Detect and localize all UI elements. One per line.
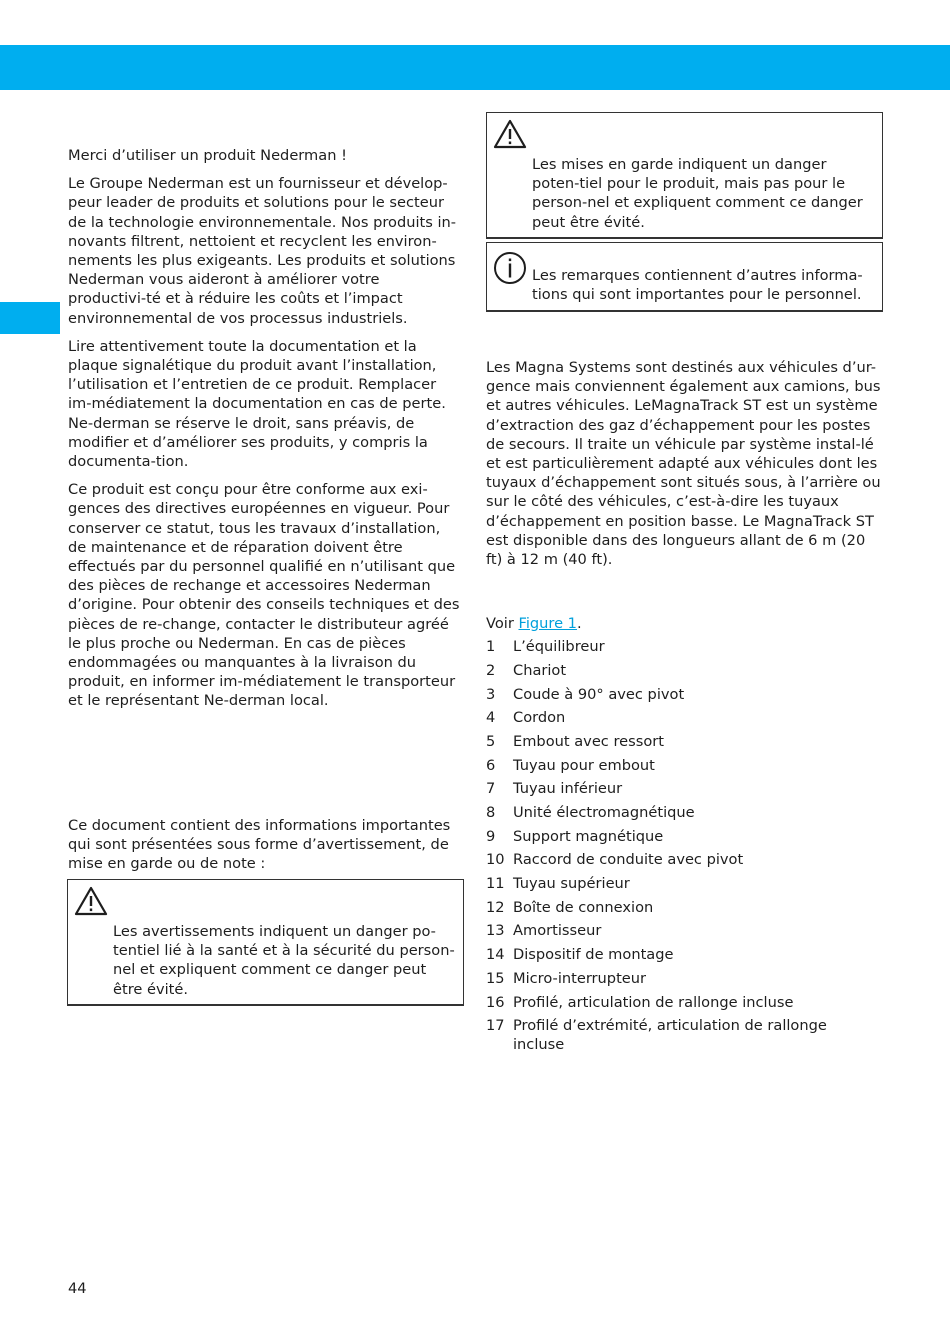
part-item bbox=[486, 661, 882, 685]
part-label: Dispositif de montage bbox=[513, 946, 674, 964]
part-number: 6 bbox=[486, 756, 496, 774]
safety-intro-text: Ce document contient des informations importantes qui sont présentées sous forme d’avertissement, de mise en garde ou de note : bbox=[68, 817, 451, 873]
part-number: 15 bbox=[486, 969, 505, 987]
part-item bbox=[486, 874, 882, 898]
warning-triangle-icon bbox=[74, 886, 108, 916]
part-label: Micro-interrupteur bbox=[513, 969, 647, 987]
part-item bbox=[486, 803, 882, 827]
part-number: 3 bbox=[486, 685, 496, 703]
part-item bbox=[486, 779, 882, 803]
part-item bbox=[486, 969, 882, 993]
part-label: Raccord de conduite avec pivot bbox=[513, 851, 744, 869]
part-item bbox=[486, 850, 882, 874]
chapter-tab bbox=[0, 302, 60, 334]
part-label: Tuyau inférieur bbox=[513, 780, 623, 798]
header-bar bbox=[0, 45, 950, 90]
parts-list bbox=[486, 637, 882, 1054]
part-number: 1 bbox=[486, 638, 496, 656]
description-text: Les Magna Systems sont destinés aux véhicules d’ur-gence mais conviennent également aux camions, bus et autres véhicules. LeMagnaTrack ST est un système d’extraction des gaz d’échappement pour les postes de secours. Il traite un véhicule par système instal-lé et est particulièrement adapté aux véhicules dont les tuyaux d’échappement sont situés sous, à l’arrière ou sur le côté des véhicules, c’est-à-dire les tuyaux d’échappement en position basse. Le MagnaTrack ST est disponible dans des longueurs allant de 6 m (20 ft) à 12 m (40 ft). bbox=[486, 359, 881, 569]
intro-documentation: Lire attentivement toute la documentation et la plaque signalétique du produit avant l’installation, l’utilisation et l’entretien de ce produit. Remplacer im-médiatement la documentation en cas de perte. Ne-derman se réserve le droit, sans préavis, de modifier et d’améliorer ses produits, y compris la documenta-tion. bbox=[68, 337, 446, 471]
part-label: Tuyau supérieur bbox=[513, 875, 630, 893]
part-label: Profilé d’extrémité, articulation de rallonge incluse bbox=[513, 1017, 827, 1054]
part-item bbox=[486, 1016, 882, 1054]
caution-triangle-icon bbox=[493, 119, 527, 149]
note-box bbox=[486, 242, 883, 312]
part-label: Support magnétique bbox=[513, 827, 664, 845]
part-label: Embout avec ressort bbox=[513, 732, 664, 750]
part-item bbox=[486, 637, 882, 661]
info-circle-icon bbox=[493, 251, 527, 285]
caution-box bbox=[486, 112, 883, 239]
intro-company: Le Groupe Nederman est un fournisseur et dévelop-peur leader de produits et solutions pour le secteur de la technologie environnementale. Nos produits in-novants filtrent, nettoient et recyclent les environ-nements les plus exigeants. Les produits et solutions Nederman vous aideront à améliorer votre productivi-té et à réduire les coûts et l’impact environnemental de vos processus industriels. bbox=[68, 175, 457, 327]
part-item bbox=[486, 708, 882, 732]
safety-intro bbox=[68, 816, 460, 874]
part-item bbox=[486, 898, 882, 922]
part-number: 12 bbox=[486, 898, 505, 916]
see-prefix: Voir bbox=[486, 615, 519, 632]
warning-text: Les avertissements indiquent un danger po-tentiel lié à la santé et à la sécurité du person-nel et expliquent comment ce danger peut être évité. bbox=[113, 923, 455, 998]
part-item bbox=[486, 827, 882, 851]
warning-box bbox=[67, 879, 464, 1006]
intro-section bbox=[68, 146, 460, 720]
part-item bbox=[486, 945, 882, 969]
part-label: Chariot bbox=[513, 661, 567, 679]
part-label: Unité électromagnétique bbox=[513, 804, 695, 822]
figure-1-link[interactable]: Figure 1 bbox=[518, 615, 577, 632]
part-item bbox=[486, 685, 882, 709]
part-label: Cordon bbox=[513, 709, 566, 727]
part-number: 8 bbox=[486, 804, 496, 822]
part-item bbox=[486, 993, 882, 1017]
part-number: 9 bbox=[486, 827, 496, 845]
parts-section bbox=[486, 614, 882, 1054]
part-number: 16 bbox=[486, 993, 505, 1011]
part-number: 7 bbox=[486, 780, 496, 798]
part-item bbox=[486, 732, 882, 756]
part-number: 14 bbox=[486, 946, 505, 964]
part-number: 13 bbox=[486, 922, 505, 940]
part-number: 2 bbox=[486, 661, 496, 679]
product-description bbox=[486, 358, 882, 569]
part-number: 17 bbox=[486, 1017, 505, 1035]
part-number: 10 bbox=[486, 851, 505, 869]
part-number: 4 bbox=[486, 709, 496, 727]
caution-text: Les mises en garde indiquent un danger poten-tiel pour le produit, mais pas pour le person-nel et expliquent comment ce danger peut être évité. bbox=[532, 156, 863, 231]
part-label: Tuyau pour embout bbox=[513, 756, 655, 774]
part-number: 5 bbox=[486, 732, 496, 750]
intro-greeting: Merci d’utiliser un produit Nederman ! bbox=[68, 147, 347, 164]
part-label: Profilé, articulation de rallonge incluse bbox=[513, 993, 794, 1011]
page-number: 44 bbox=[68, 1280, 87, 1297]
note-text: Les remarques contiennent d’autres informa-tions qui sont importantes pour le personnel. bbox=[532, 267, 863, 304]
figure-reference bbox=[486, 614, 882, 633]
part-number: 11 bbox=[486, 875, 505, 893]
part-label: Boîte de connexion bbox=[513, 898, 654, 916]
part-label: Coude à 90° avec pivot bbox=[513, 685, 685, 703]
see-suffix: . bbox=[576, 615, 582, 632]
part-label: Amortisseur bbox=[513, 922, 602, 940]
part-item bbox=[486, 921, 882, 945]
intro-compliance: Ce produit est conçu pour être conforme aux exi-gences des directives européennes en vigueur. Pour conserver ce statut, tous les travaux d’installation, de maintenance et de réparation doivent être effectués par du personnel qualifié en n’utilisant que des pièces de rechange et accessoires Nederman d’origine. Pour obtenir des conseils techniques et des pièces de re-change, contacter le distributeur agréé le plus proche ou Nederman. En cas de pièces endommagées ou manquantes à la livraison du produit, en informer im-médiatement le transporteur et le représentant Ne-derman local. bbox=[68, 481, 460, 710]
part-label: L’équilibreur bbox=[513, 638, 605, 656]
part-item bbox=[486, 756, 882, 780]
